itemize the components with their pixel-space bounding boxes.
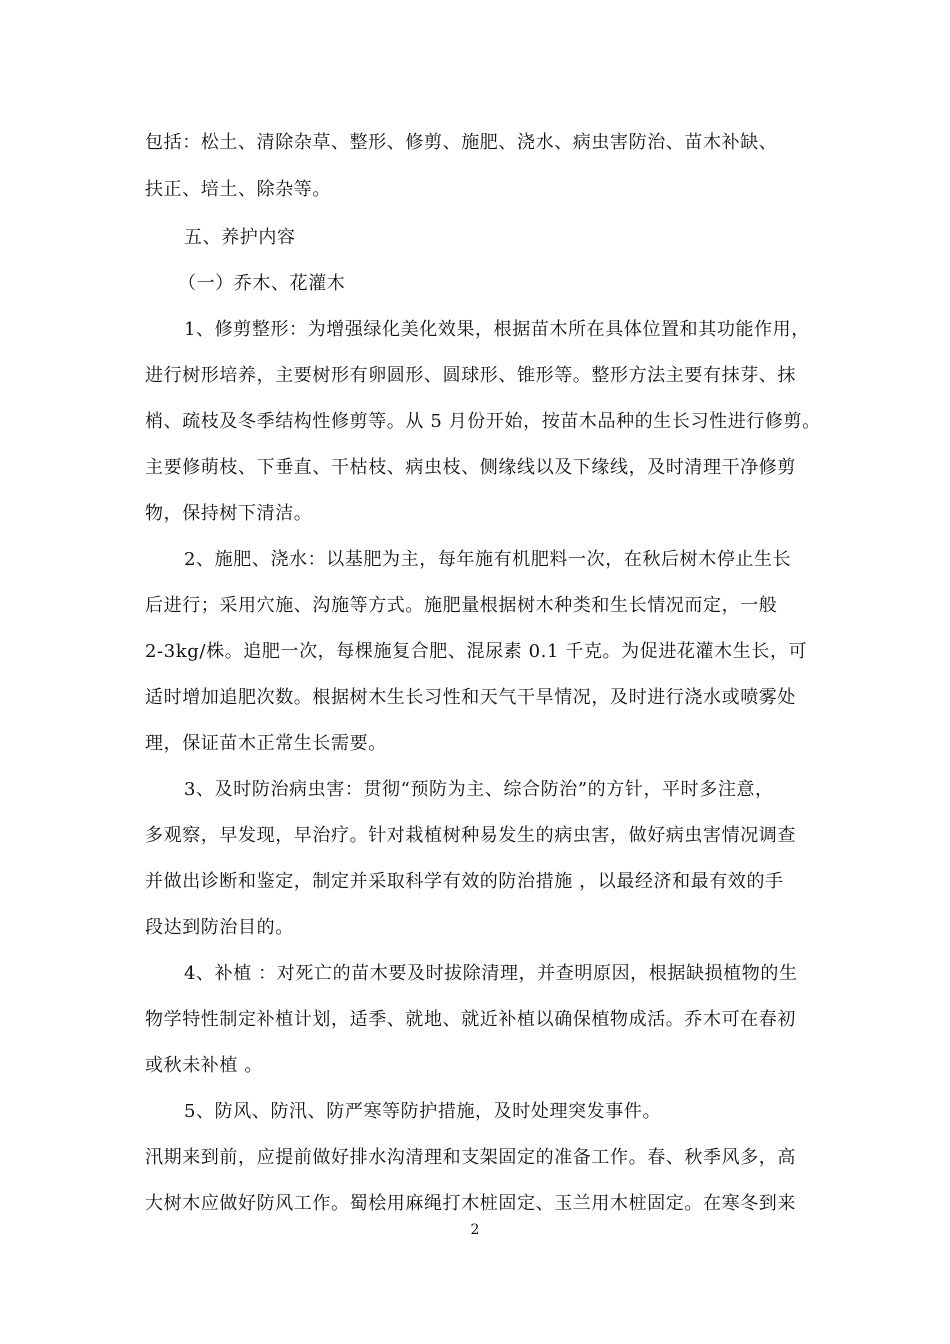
- text-line: 进行树形培养，主要树形有卵圆形、圆球形、锥形等。整形方法主要有抹芽、抹: [145, 365, 796, 386]
- text-line: 1、修剪整形：为增强绿化美化效果，根据苗木所在具体位置和其功能作用，: [184, 319, 810, 340]
- text-line: 汛期来到前，应提前做好排水沟清理和支架固定的准备工作。春、秋季风多，高: [145, 1147, 796, 1168]
- text-line: 物，保持树下清洁。: [145, 503, 313, 524]
- text-line: 2-3kg/株。追肥一次，每棵施复合肥、混尿素 0.1 千克。为促进花灌木生长，可: [145, 641, 808, 662]
- page-number: 2: [470, 1222, 480, 1238]
- text-line: 5、防风、防汛、防严寒等防护措施，及时处理突发事件。: [184, 1101, 662, 1122]
- text-line: 包括：松土、清除杂草、整形、修剪、施肥、浇水、病虫害防治、苗木补缺、: [145, 132, 778, 153]
- text-line: 段达到防治目的。: [145, 917, 294, 938]
- text-line: 多观察，早发现，早治疗。针对栽植树种易发生的病虫害，做好病虫害情况调查: [145, 825, 796, 846]
- text-line: 大树木应做好防风工作。蜀桧用麻绳打木桩固定、玉兰用木桩固定。在寒冬到来: [145, 1193, 796, 1214]
- text-line: 4、补植 ：对死亡的苗木要及时拔除清理，并查明原因，根据缺损植物的生: [184, 963, 798, 984]
- section-heading: 五、养护内容: [184, 227, 296, 248]
- text-line: 理，保证苗木正常生长需要。: [145, 733, 387, 754]
- subsection-heading: （一）乔木、花灌木: [178, 273, 346, 294]
- text-line: 梢、疏枝及冬季结构性修剪等。从 5 月份开始，按苗木品种的生长习性进行修剪。: [145, 411, 821, 432]
- text-line: 物学特性制定补植计划，适季、就地、就近补植以确保植物成活。乔木可在春初: [145, 1009, 796, 1030]
- text-line: 3、及时防治病虫害：贯彻“预防为主、综合防治”的方针，平时多注意，: [184, 779, 774, 800]
- text-line: 或秋未补植 。: [145, 1055, 263, 1076]
- text-line: 适时增加追肥次数。根据树木生长习性和天气干旱情况，及时进行浇水或喷雾处: [145, 687, 796, 708]
- text-line: 后进行；采用穴施、沟施等方式。施肥量根据树木种类和生长情况而定，一般: [145, 595, 778, 616]
- text-line: 2、施肥、浇水：以基肥为主，每年施有机肥料一次，在秋后树木停止生长: [184, 549, 792, 570]
- text-line: 主要修萌枝、下垂直、干枯枝、病虫枝、侧缘线以及下缘线，及时清理干净修剪: [145, 457, 796, 478]
- text-line: 并做出诊断和鉴定，制定并采取科学有效的防治措施 ，以最经济和最有效的手: [145, 871, 784, 892]
- text-line: 扶正、培土、除杂等。: [145, 179, 331, 200]
